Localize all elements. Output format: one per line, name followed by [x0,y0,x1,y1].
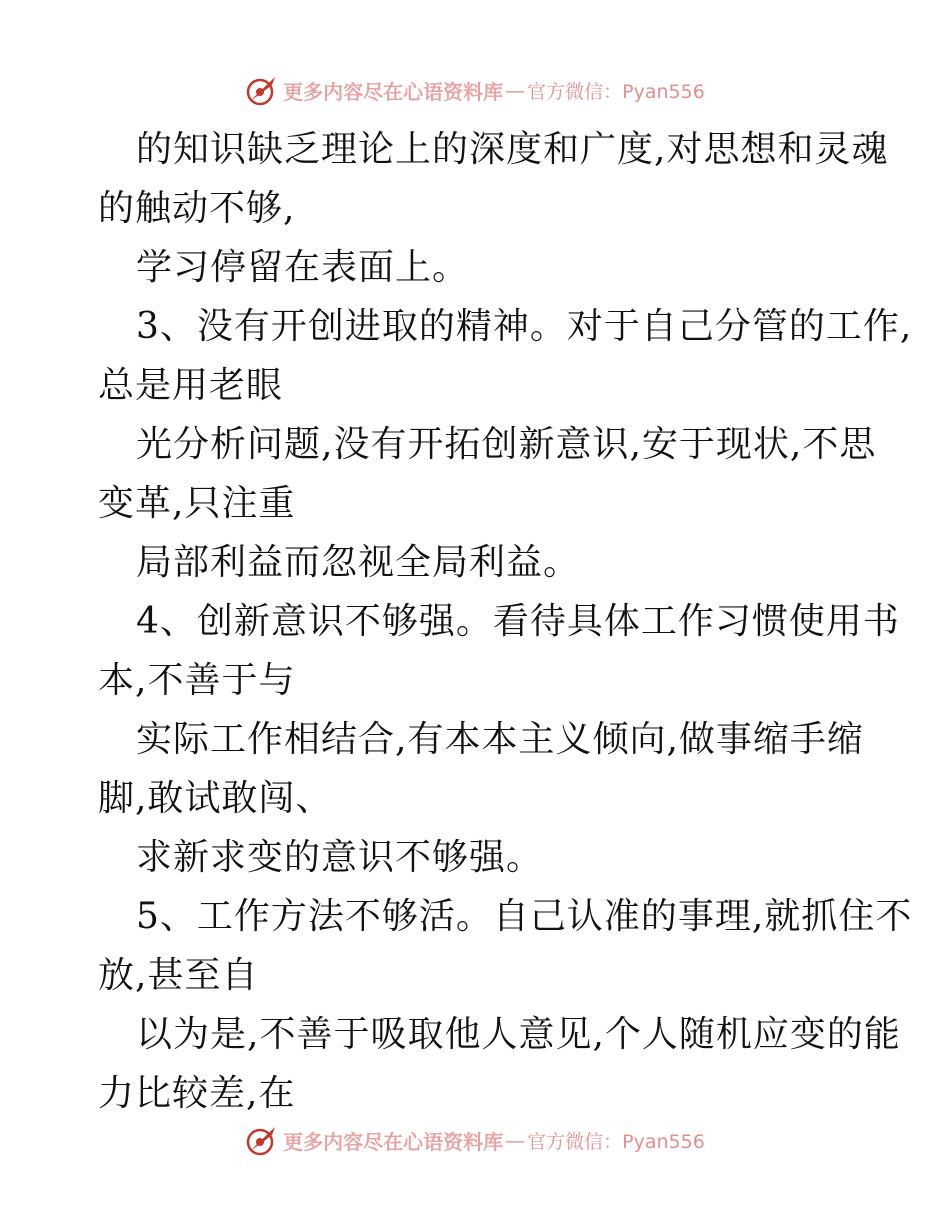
text-line: 脚,敢试敢闯、 [98,778,333,819]
text-line: 变革,只注重 [98,483,296,524]
document-body [98,120,913,1123]
banner-separator: — [505,78,526,102]
text-line: 学习停留在表面上。 [136,247,470,288]
footer-banner [0,1120,950,1160]
header-banner [0,70,950,110]
banner-separator: — [505,1128,526,1152]
text-line: 以为是,不善于吸取他人意见,个人随机应变的能 [136,1014,901,1055]
text-line: 总是用老眼 [98,365,284,406]
quill-logo-icon [245,1123,279,1157]
banner-wechat-text: 官方微信：Pyan556 [527,1130,705,1153]
text-line: 局部利益而忽视全局利益。 [136,542,581,583]
text-line: 实际工作相结合,有本本主义倾向,做事缩手缩 [136,719,864,760]
text-line: 光分析问题,没有开拓创新意识,安于现状,不思 [136,424,877,465]
text-line: 放,甚至自 [98,955,259,996]
text-line: 4、创新意识不够强。看待具体工作习惯使用书 [136,601,900,642]
text-line: 的知识缺乏理论上的深度和广度,对思想和灵魂 [136,129,889,170]
banner-brand-text: 更多内容尽在心语资料库 [283,1129,504,1154]
text-line: 5、工作方法不够活。自己认准的事理,就抓住不 [136,896,913,937]
text-line: 3、没有开创进取的精神。对于自己分管的工作, [136,306,913,347]
text-line: 本,不善于与 [98,660,296,701]
text-line: 的触动不够, [98,188,296,229]
text-line: 力比较差,在 [98,1073,296,1114]
banner-brand-text: 更多内容尽在心语资料库 [283,79,504,104]
banner-wechat-text: 官方微信：Pyan556 [527,80,705,103]
text-line: 求新求变的意识不够强。 [136,837,544,878]
quill-logo-icon [245,73,279,107]
